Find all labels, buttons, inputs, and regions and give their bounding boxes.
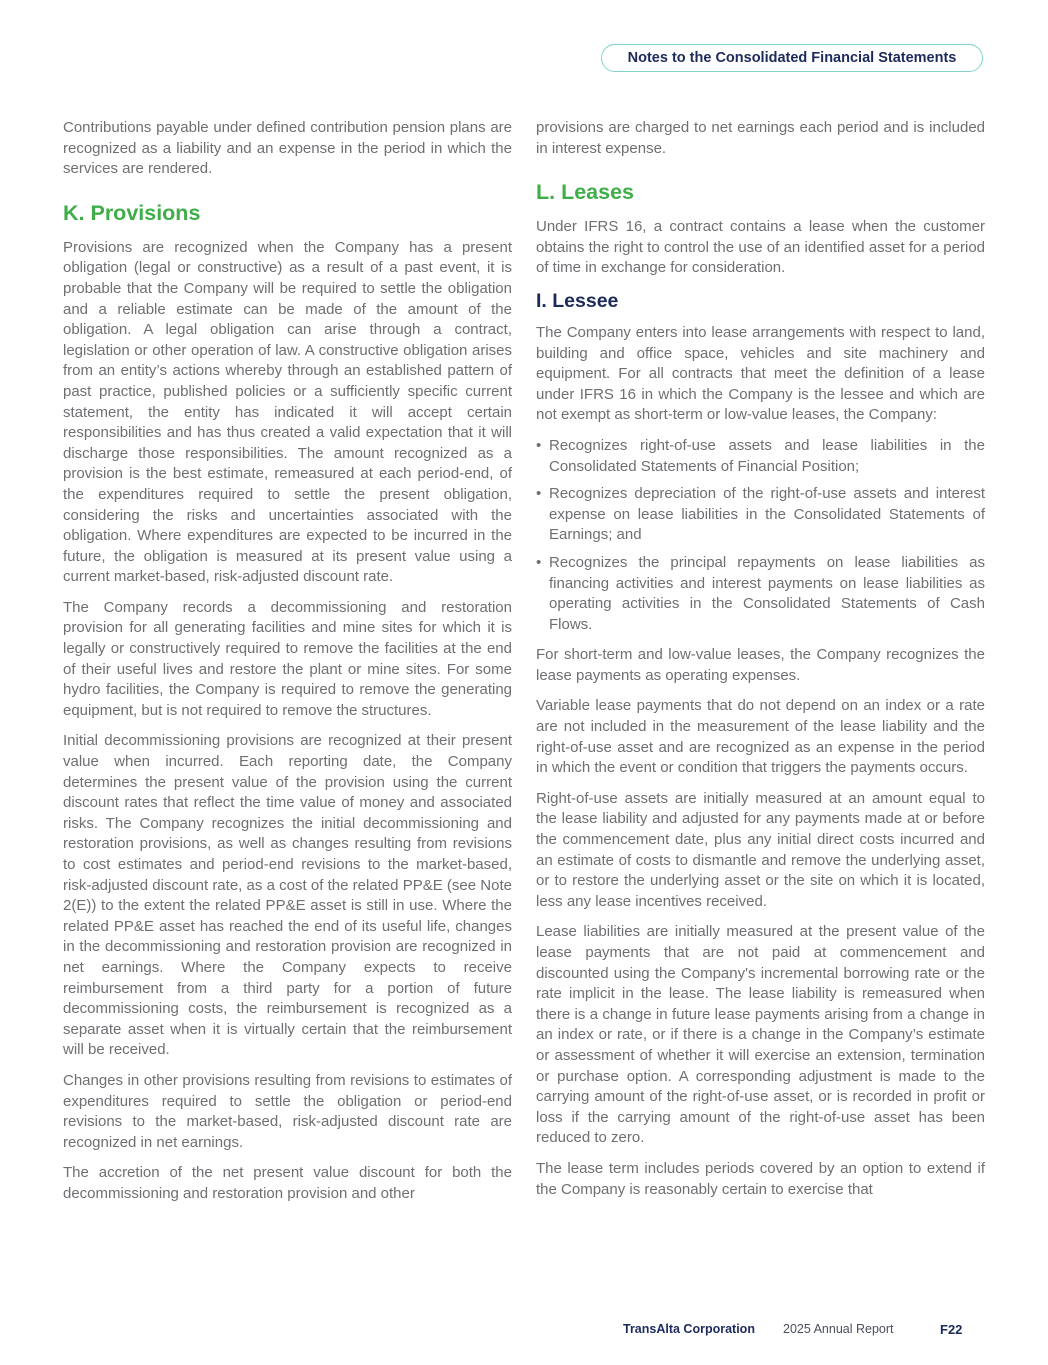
body-paragraph: Provisions are recognized when the Company has a present obligation (legal or constructive) as a result of a past event, it is probable that the Company will be required to settle the obligation and a reliable estimate can be made of the amount of the obligation. A legal obligation can arise through a contract, legislation or other operation of law. A constructive obligation arises from an entity’s actions whereby through an established pattern of past practice, published policies or a sufficiently specific current statement, the entity has indicated it will accept certain responsibilities and has thus created a valid expectation that it will discharge those responsibilities. The amount recognized as a provision is the best estimate, remeasured at each period-end, of the expenditures required to settle the present obligation, considering the risks and uncertainties associated with the obligation. Where expenditures are expected to be incurred in the future, the obligation is measured at its present value using a current market-based, risk-adjusted discount rate. [63,238,512,586]
section-heading-leases: L. Leases [536,180,634,205]
body-paragraph: The accretion of the net present value discount for both the decommissioning and restoration provision and other [63,1164,512,1202]
body-paragraph: For short-term and low-value leases, the Company recognizes the lease payments as operating expenses. [536,646,985,684]
body-paragraph: Variable lease payments that do not depend on an index or a rate are not included in the measurement of the lease liability and the right-of-use asset and are recognized as an expense in the period in which the event or condition that triggers the payments occurs. [536,697,985,777]
bullet-item [536,484,985,546]
bullet-dot-icon: • [536,436,542,454]
body-paragraph: Lease liabilities are initially measured at the present value of the lease payments that are not paid at commencement and discounted using the Company's incremental borrowing rate or the rate implicit in the lease. The lease liability is remeasured when there is a change in future lease payments arising from a change in an index or rate, or if there is a change in the Company’s estimate or assessment of whether it will exercise an extension, termination or purchase option. A corresponding adjustment is made to the carrying amount of the right-of-use asset, or is recorded in profit or loss if the carrying amount of the right-of-use asset has been reduced to zero. [536,923,985,1147]
bullet-text: Recognizes depreciation of the right-of-use assets and interest expense on lease liabilities in the Consolidated Statements of Earnings; and [549,485,985,544]
bullet-text: Recognizes right-of-use assets and lease liabilities in the Consolidated Statements of Financial Position; [549,436,985,475]
footer-report-title: 2025 Annual Report [783,1322,894,1336]
bullet-list [536,436,985,635]
section-heading-provisions: K. Provisions [63,200,201,225]
body-paragraph: The Company enters into lease arrangements with respect to land, building and office space, vehicles and site machinery and equipment. For all contracts that meet the definition of a lease under IFRS 16 in which the Company is the lessee and which are not exempt as short-term or low-value leases, the Company: [536,323,985,424]
right-column [536,118,985,1210]
bullet-item [536,436,985,477]
intro-paragraph: Contributions payable under defined contribution pension plans are recognized as a liability and an expense in the period in which the services are rendered. [63,119,512,178]
bullet-dot-icon: • [536,485,542,503]
footer-page-number: F22 [940,1322,963,1337]
bullet-item [536,553,985,635]
body-paragraph: The Company records a decommissioning and restoration provision for all generating facilities and mine sites for which it is legally or constructively required to remove the facilities at the end of their useful lives and restore the plant or mine sites. For some hydro facilities, the Company is required to remove the generating equipment, but is not required to remove the structures. [63,598,512,719]
left-column [63,118,512,1215]
body-paragraph: Changes in other provisions resulting from revisions to estimates of expenditures required to settle the obligation or period-end revisions to the market-based, risk-adjusted discount rate are recognized in net earnings. [63,1071,512,1151]
bullet-dot-icon: • [536,553,542,571]
subsection-heading-lessee: I. Lessee [536,289,619,312]
body-paragraph: Initial decommissioning provisions are recognized at their present value when incurred. Each reporting date, the Company determines the present value of the provision using the current discount rates that reflect the time value of money and associated risks. The Company recognizes the initial decommissioning and restoration provisions, as well as changes resulting from revisions to cost estimates and period-end revisions to the market-based, risk-adjusted discount rate, as a cost of the related PP&E (see Note 2(E)) to the extent the related PP&E asset is still in use. Where the related PP&E asset has reached the end of its useful life, changes in the decommissioning and restoration provision are recognized in net earnings. Where the Company expects to receive reimbursement from a third party for a portion of future decommissioning costs, the reimbursement is recognized as a separate asset when it is virtually certain that the reimbursement will be received. [63,732,512,1059]
body-paragraph: Right-of-use assets are initially measured at an amount equal to the lease liability and adjusted for any payments made at or before the commencement date, plus any initial direct costs incurred and an estimate of costs to dismantle and remove the underlying asset, or to restore the underlying asset or the site on which it is located, less any lease incentives received. [536,789,985,910]
section-header-badge: Notes to the Consolidated Financial Statements [601,44,983,72]
bullet-text: Recognizes the principal repayments on lease liabilities as financing activities and interest payments on lease liabilities as operating activities in the Consolidated Statements of Cash Flows. [549,553,985,633]
body-paragraph: The lease term includes periods covered by an option to extend if the Company is reasonably certain to exercise that [536,1159,985,1198]
footer-company-name: TransAlta Corporation [623,1322,755,1336]
lead-paragraph: Under IFRS 16, a contract contains a lease when the customer obtains the right to control the use of an identified asset for a period of time in exchange for consideration. [536,218,985,277]
intro-paragraph: provisions are charged to net earnings each period and is included in interest expense. [536,119,985,157]
